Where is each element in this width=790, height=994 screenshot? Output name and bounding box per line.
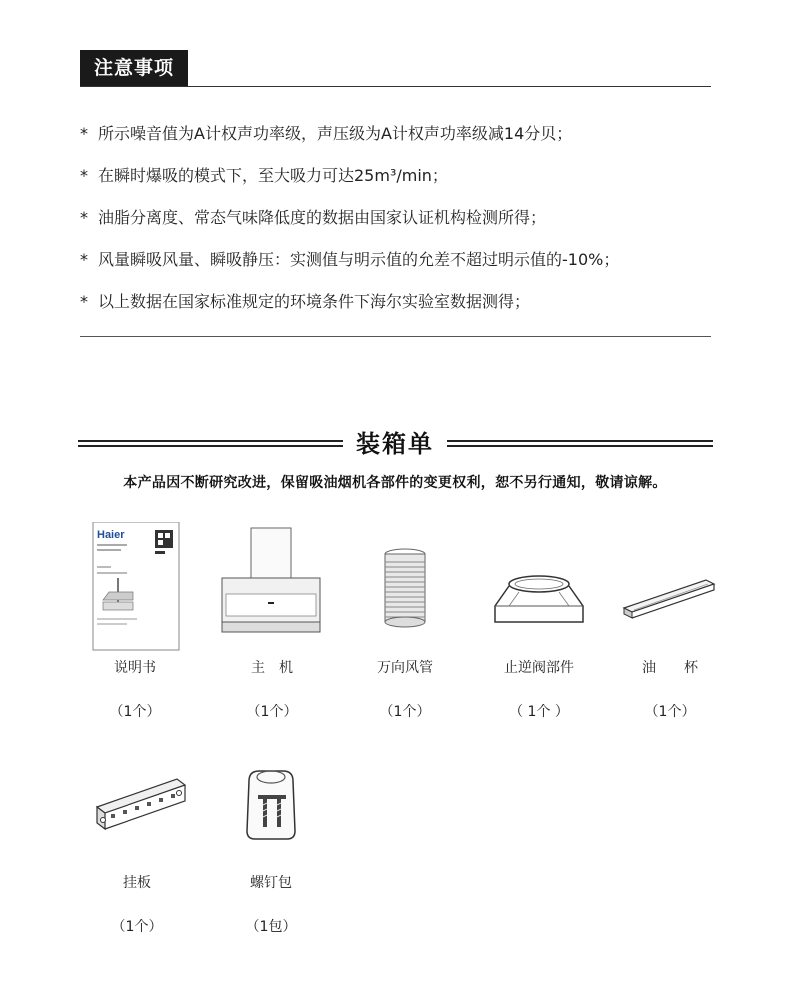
note-item <box>80 246 720 288</box>
item-qty: （1个） <box>109 704 161 720</box>
item-name: 螺钉包 <box>250 875 292 891</box>
note-text: 所示噪音值为A计权声功率级，声压级为A计权声功率级减14分贝； <box>98 124 573 143</box>
item-name: 油 杯 <box>642 660 698 676</box>
note-text: 油脂分离度、常态气味降低度的数据由国家认证机构检测所得； <box>98 208 547 227</box>
item-name: 主 机 <box>251 660 293 676</box>
manual-brand: Haier <box>97 529 125 541</box>
note-text: 风量瞬吸风量、瞬吸静压：实测值与明示值的允差不超过明示值的-10%； <box>98 250 620 269</box>
title-rule-right <box>447 440 713 447</box>
item-name: 挂板 <box>123 875 151 891</box>
packing-title-text: 装箱单 <box>356 430 434 458</box>
notice-header <box>80 50 711 87</box>
bullet-star: * <box>80 166 88 185</box>
bullet-star: * <box>80 124 88 143</box>
item-qty: （1个） <box>644 704 696 720</box>
packing-item-main-unit <box>212 522 332 722</box>
item-name: 止逆阀部件 <box>504 660 574 676</box>
note-item <box>80 204 720 246</box>
bullet-star: * <box>80 292 88 311</box>
packing-item-check-valve <box>479 522 599 722</box>
flex-duct-image <box>345 522 465 652</box>
packing-item-oil-cup <box>610 522 730 722</box>
note-text: 在瞬时爆吸的模式下，至大吸力可达25m³/min； <box>98 166 448 185</box>
packing-note: 本产品因不断研究改进，保留吸油烟机各部件的变更权利，恕不另行通知，敬请谅解。 <box>123 475 667 491</box>
item-qty: （ 1个 ） <box>509 704 569 720</box>
item-name: 说明书 <box>114 660 156 676</box>
bullet-star: * <box>80 250 88 269</box>
note-text: 以上数据在国家标准规定的环境条件下海尔实验室数据测得； <box>98 292 531 311</box>
note-item <box>80 162 720 204</box>
screw-pack-image <box>211 737 331 867</box>
note-item <box>80 120 720 162</box>
packing-item-flex-duct <box>345 522 465 722</box>
note-item <box>80 288 720 330</box>
manual-image <box>75 522 195 652</box>
main-unit-image <box>212 522 332 652</box>
packing-item-manual <box>75 522 195 722</box>
bullet-star: * <box>80 208 88 227</box>
item-qty: （1个） <box>379 704 431 720</box>
item-qty: （1包） <box>245 919 297 935</box>
mounting-plate-image <box>77 737 197 867</box>
item-qty: （1个） <box>246 704 298 720</box>
packing-item-screw-pack <box>211 737 331 937</box>
oil-cup-image <box>610 522 730 652</box>
packing-item-mounting-plate <box>77 737 197 937</box>
notes-list <box>80 120 720 330</box>
notice-title: 注意事项 <box>80 50 188 86</box>
item-qty: （1个） <box>111 919 163 935</box>
notes-divider <box>80 336 711 337</box>
item-name: 万向风管 <box>377 660 433 676</box>
check-valve-image <box>479 522 599 652</box>
